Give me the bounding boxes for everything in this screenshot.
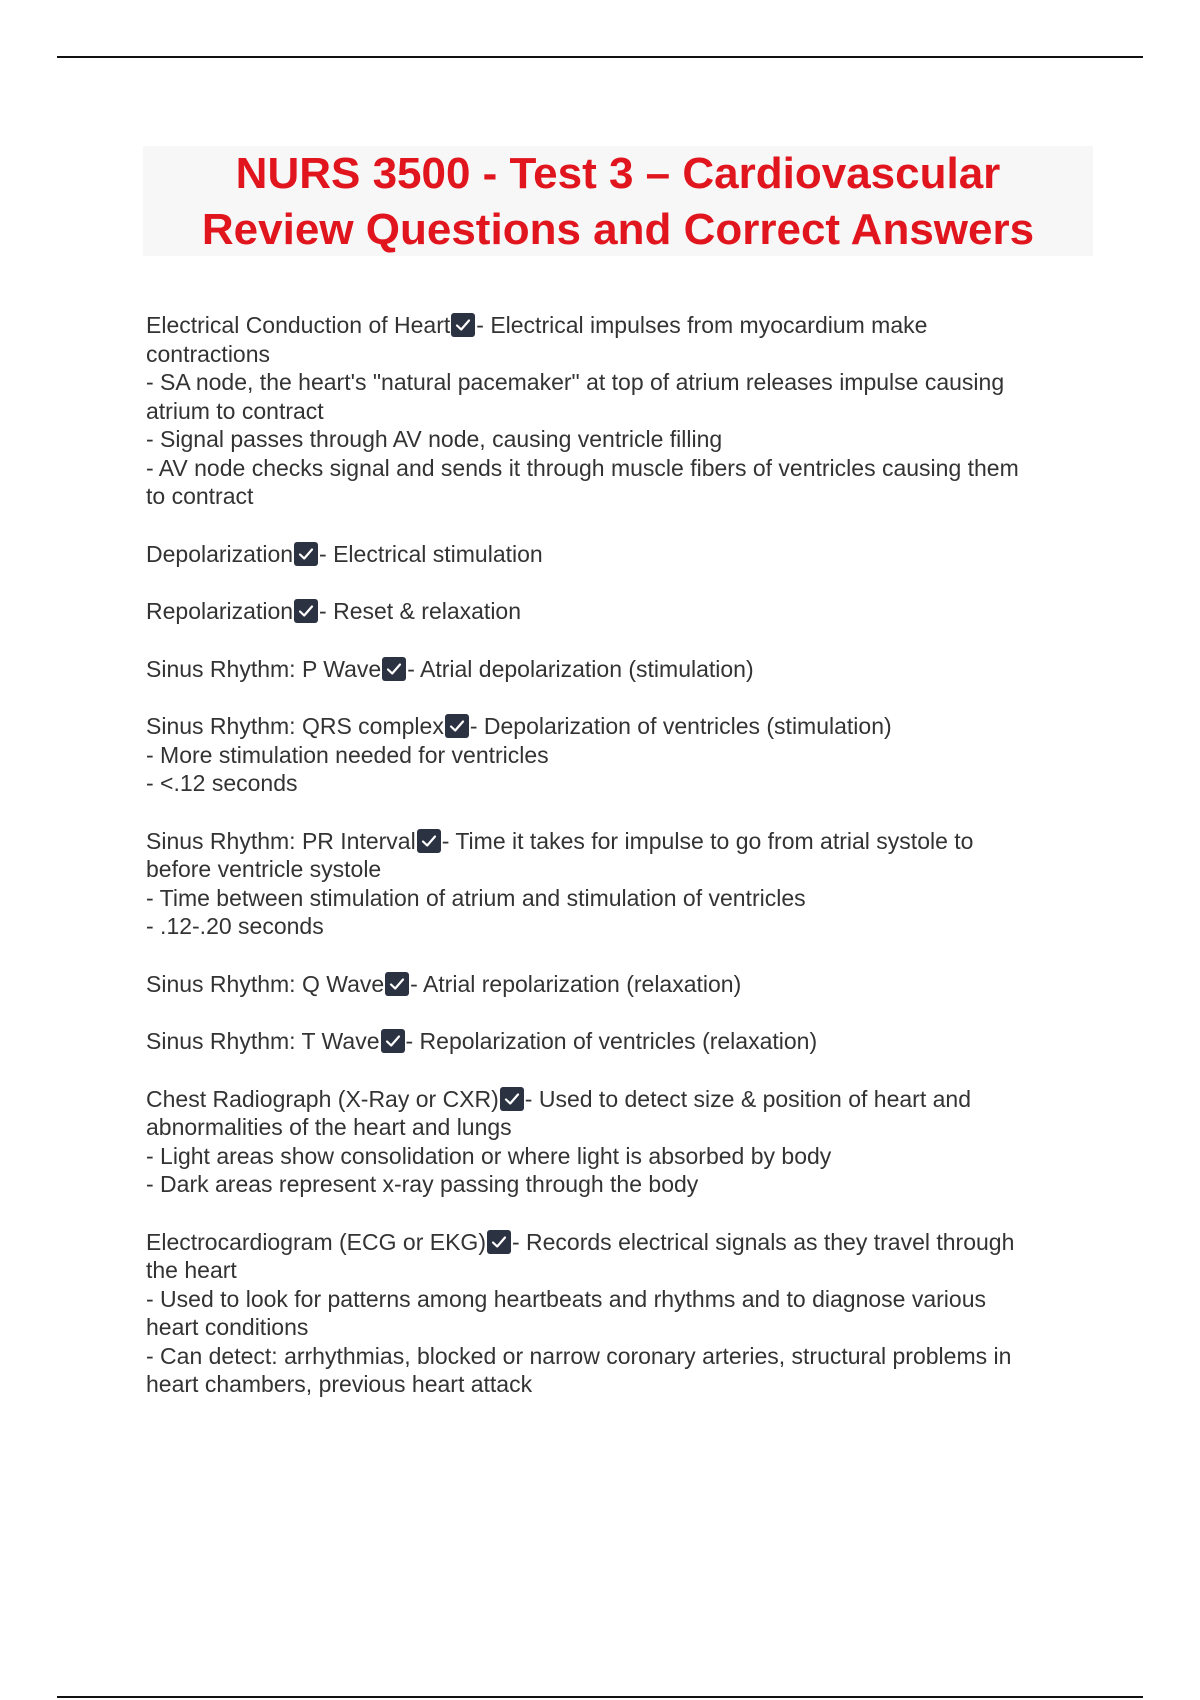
qa-answer: - Repolarization of ventricles (relaxation) — [405, 1028, 818, 1054]
qa-term: Chest Radiograph (X-Ray or CXR) — [146, 1085, 499, 1112]
title-line-1: NURS 3500 - Test 3 – Cardiovascular — [235, 149, 1001, 198]
title-line-2: Review Questions and Correct Answers — [201, 205, 1035, 254]
qa-detail-line: heart chambers, previous heart attack — [146, 1371, 533, 1397]
top-rule — [57, 56, 1143, 58]
check-box-icon — [451, 313, 475, 337]
qa-term: Repolarization — [146, 598, 294, 624]
check-box-icon — [385, 972, 409, 996]
qa-term: Sinus Rhythm: PR Interval — [146, 827, 416, 854]
qa-detail-line: - Can detect: arrhythmias, blocked or narrow coronary arteries, structural problems in — [146, 1342, 1012, 1369]
check-box-icon — [417, 829, 441, 853]
qa-term: Depolarization — [146, 540, 294, 567]
qa-first-line — [146, 712, 1086, 741]
check-box-icon — [294, 542, 318, 566]
qa-answer: - Electrical impulses from myocardium make — [476, 312, 928, 338]
qa-entry — [146, 1085, 1086, 1199]
qa-first-line — [146, 655, 1086, 684]
qa-term: Sinus Rhythm: P Wave — [146, 655, 382, 682]
qa-detail-line: - <.12 seconds — [146, 770, 298, 796]
qa-detail-line: - .12-.20 seconds — [146, 913, 324, 939]
qa-first-line — [146, 827, 1086, 856]
check-box-icon — [487, 1230, 511, 1254]
qa-entry — [146, 655, 1086, 684]
qa-first-line — [146, 597, 1086, 626]
check-box-icon — [500, 1087, 524, 1111]
qa-answer: - Reset & relaxation — [319, 598, 522, 624]
qa-detail-line: heart conditions — [146, 1314, 309, 1340]
bottom-rule — [57, 1696, 1143, 1698]
qa-entry — [146, 827, 1086, 941]
qa-detail-line: - Used to look for patterns among heartbeats and rhythms and to diagnose various — [146, 1285, 986, 1312]
qa-entry — [146, 1027, 1086, 1056]
qa-detail-line: - Light areas show consolidation or where light is absorbed by body — [146, 1142, 832, 1169]
qa-answer: - Records electrical signals as they travel through — [511, 1228, 1015, 1255]
qa-detail-line: - Dark areas represent x-ray passing through the body — [146, 1171, 699, 1197]
qa-first-line — [146, 1085, 1086, 1114]
qa-answer: - Atrial depolarization (stimulation) — [407, 655, 754, 682]
qa-term: Electrical Conduction of Heart — [146, 312, 451, 338]
qa-first-line — [146, 1228, 1086, 1257]
qa-detail-line: abnormalities of the heart and lungs — [146, 1114, 512, 1140]
qa-term: Electrocardiogram (ECG or EKG) — [146, 1228, 486, 1255]
qa-detail-line: - Time between stimulation of atrium and stimulation of ventricles — [146, 884, 806, 911]
qa-detail-line: before ventricle systole — [146, 856, 382, 882]
qa-answer: - Electrical stimulation — [319, 540, 543, 567]
qa-term: Sinus Rhythm: Q Wave — [146, 970, 385, 997]
qa-first-line — [146, 970, 1086, 999]
qa-first-line — [146, 1027, 1086, 1056]
qa-answer: - Used to detect size & position of heart and — [524, 1085, 971, 1112]
qa-detail-line: - AV node checks signal and sends it through muscle fibers of ventricles causing them — [146, 454, 1019, 481]
qa-detail-line: - SA node, the heart's "natural pacemaker" at top of atrium releases impulse causing — [146, 369, 1005, 395]
qa-term: Sinus Rhythm: QRS complex — [146, 713, 444, 739]
qa-detail-line: the heart — [146, 1257, 237, 1283]
qa-answer: - Depolarization of ventricles (stimulation) — [469, 713, 892, 739]
qa-answer: - Time it takes for impulse to go from atrial systole to — [441, 827, 974, 854]
check-box-icon — [445, 714, 469, 738]
qa-entry — [146, 540, 1086, 569]
check-box-icon — [381, 1029, 405, 1053]
qa-detail-line: - Signal passes through AV node, causing ventricle filling — [146, 426, 723, 452]
qa-entry — [146, 597, 1086, 626]
document-title — [143, 146, 1093, 256]
qa-answer: - Atrial repolarization (relaxation) — [410, 970, 742, 997]
qa-detail-line: to contract — [146, 483, 254, 509]
qa-detail-line: - More stimulation needed for ventricles — [146, 741, 549, 768]
qa-entry — [146, 970, 1086, 999]
qa-entry — [146, 311, 1086, 511]
check-box-icon — [294, 599, 318, 623]
qa-term: Sinus Rhythm: T Wave — [146, 1028, 380, 1054]
qa-detail-line: atrium to contract — [146, 397, 324, 424]
check-box-icon — [382, 657, 406, 681]
qa-first-line — [146, 540, 1086, 569]
qa-first-line — [146, 311, 1086, 340]
qa-entry — [146, 712, 1086, 798]
qa-detail-line: contractions — [146, 340, 271, 367]
qa-entry — [146, 1228, 1086, 1399]
qa-list — [146, 311, 1086, 1428]
